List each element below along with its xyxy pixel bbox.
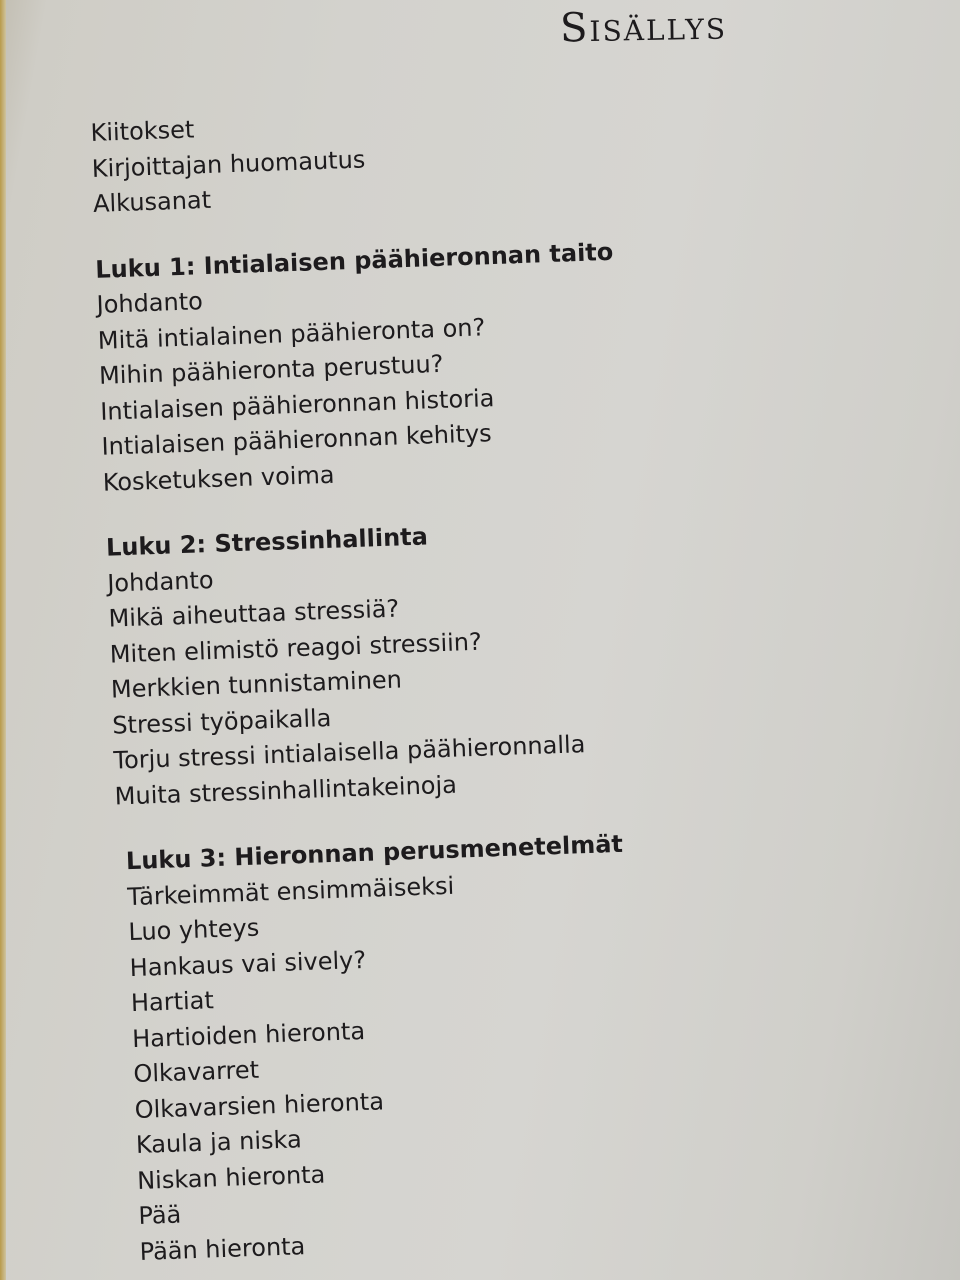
toc-entry: Intialaisen päähieronnan historia [99,383,495,426]
toc-entry: Stressi työpaikalla [111,703,332,740]
toc-entry: Johdanto [96,287,204,319]
toc-entry: Kirjoittajan huomautus [91,144,366,183]
toc-entry: Johdanto [106,565,214,598]
toc-entry: Tärkeimmät ensimmäiseksi [126,871,455,911]
chapter-heading: Luku 3: Hieronnan perusmenetelmät [125,829,624,876]
toc-entry: Kiitokset [90,115,195,147]
toc-entry: Hartiat [130,986,215,1018]
toc-entry: Merkkien tunnistaminen [110,665,403,704]
toc-entry: Muita stressinhallintakeinoja [114,770,458,811]
toc-entry: Pään hieronta [139,1231,306,1266]
toc-entry: Mikä aiheuttaa stressiä? [108,594,400,633]
toc-entry: Mihin päähieronta perustuu? [98,349,444,390]
toc-entry: Alkusanat [92,185,212,218]
chapter-heading: Luku 1: Intialaisen päähieronnan taito [94,237,614,284]
toc-entry: Mitä intialainen päähieronta on? [97,312,486,355]
toc-entry: Torju stressi intialaisella päähieronnalla [113,730,586,775]
toc-entry: Pää [137,1200,182,1230]
toc-entry: Olkavarret [132,1055,260,1089]
page-edge [0,0,6,1280]
toc-entry: Miten elimistö reagoi stressiin? [109,627,483,669]
toc-entry: Intialaisen päähieronnan kehitys [101,419,493,461]
chapter-heading: Luku 2: Stressinhallinta [105,522,429,562]
toc-entry: Niskan hieronta [136,1159,326,1195]
toc-entry: Olkavarsien hieronta [134,1086,385,1124]
toc-entry: Kosketuksen voima [102,460,335,497]
toc-entry: Hartioiden hieronta [131,1016,366,1053]
page-title: Sisällys [559,2,728,52]
toc-entry: Luo yhteys [128,913,260,947]
table-of-contents [90,89,890,1270]
toc-entry: Hankaus vai sively? [129,945,367,982]
toc-entry: Kaula ja niska [135,1125,303,1160]
